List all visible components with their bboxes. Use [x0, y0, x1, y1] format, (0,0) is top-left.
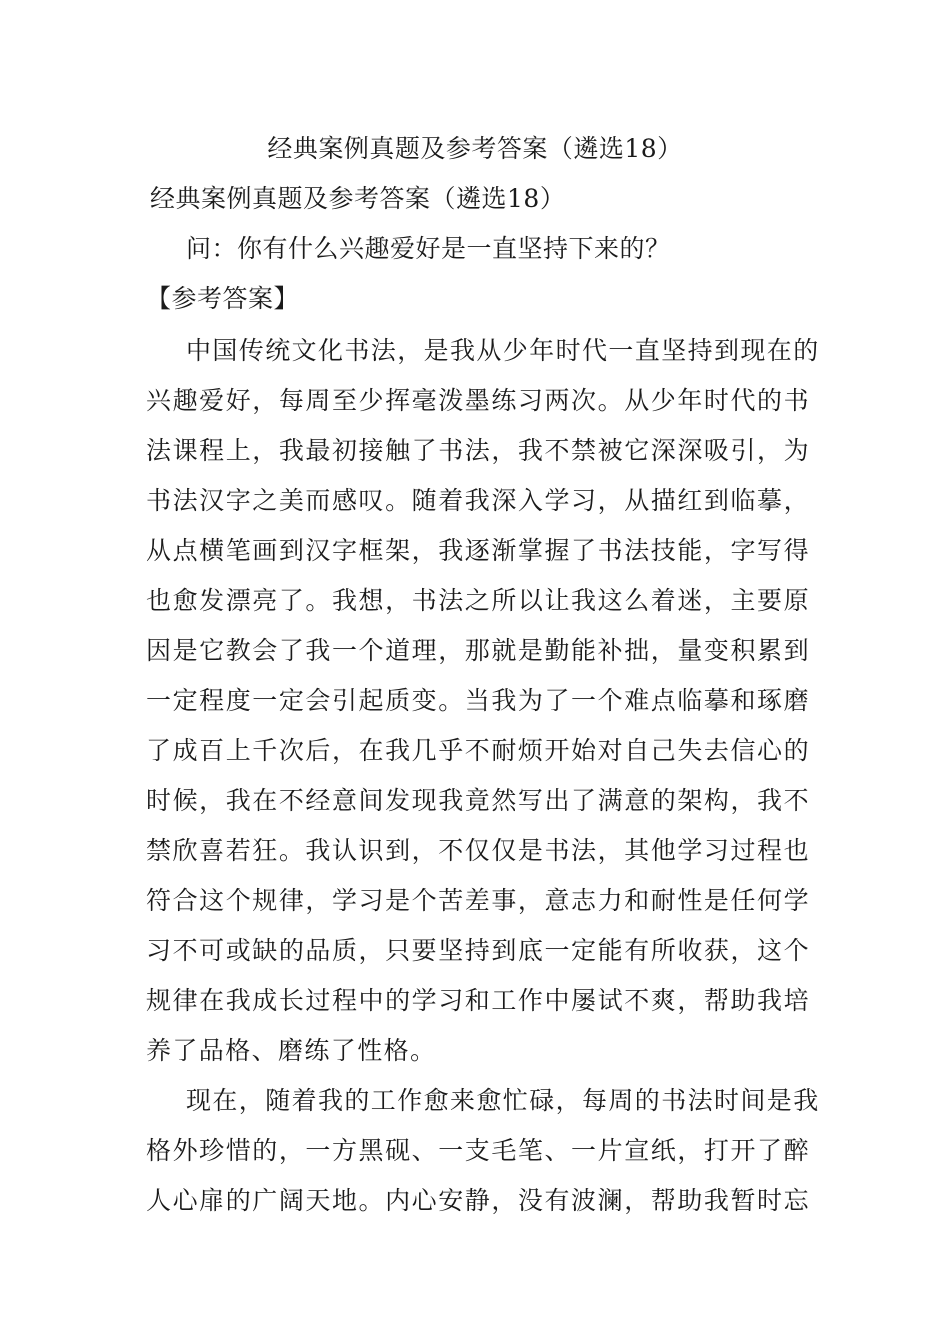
paragraph-line: 时候，我在不经意间发现我竟然写出了满意的架构，我不 — [146, 786, 810, 815]
paragraph-line: 符合这个规律，学习是个苦差事，意志力和耐性是任何学 — [146, 886, 810, 915]
paragraph-line: 书法汉字之美而感叹。随着我深入学习，从描红到临摹， — [146, 486, 810, 515]
paragraph-line: 一定程度一定会引起质变。当我为了一个难点临摹和琢磨 — [146, 686, 810, 715]
paragraph-line: 养了品格、磨练了性格。 — [146, 1036, 437, 1065]
paragraph-line: 人心扉的广阔天地。内心安静，没有波澜，帮助我暂时忘 — [146, 1186, 810, 1215]
paragraph-line: 规律在我成长过程中的学习和工作中屡试不爽，帮助我培 — [146, 986, 810, 1015]
paragraph-line: 法课程上，我最初接触了书法，我不禁被它深深吸引，为 — [146, 436, 810, 465]
paragraph-line: 从点横笔画到汉字框架，我逐渐掌握了书法技能，字写得 — [146, 536, 810, 565]
answer-paragraph-1 — [146, 326, 820, 1076]
paragraph-line: 了成百上千次后，在我几乎不耐烦开始对自己失去信心的 — [146, 736, 810, 765]
answer-paragraph-2 — [146, 1076, 820, 1226]
paragraph-line: 中国传统文化书法，是我从少年时代一直坚持到现在的 — [186, 336, 820, 365]
question-text: 问：你有什么兴趣爱好是一直坚持下来的？ — [186, 234, 671, 263]
paragraph-line: 也愈发漂亮了。我想，书法之所以让我这么着迷，主要原 — [146, 586, 810, 615]
document-subtitle: 经典案例真题及参考答案（遴选18） — [150, 184, 566, 213]
answer-label: 【参考答案】 — [146, 284, 300, 313]
document-title: 经典案例真题及参考答案（遴选18） — [267, 134, 683, 163]
paragraph-line: 习不可或缺的品质，只要坚持到底一定能有所收获，这个 — [146, 936, 810, 965]
paragraph-line: 禁欣喜若狂。我认识到，不仅仅是书法，其他学习过程也 — [146, 836, 810, 865]
paragraph-line: 格外珍惜的，一方黑砚、一支毛笔、一片宣纸，打开了醉 — [146, 1136, 810, 1165]
paragraph-line: 现在，随着我的工作愈来愈忙碌，每周的书法时间是我 — [186, 1086, 820, 1115]
paragraph-line: 兴趣爱好，每周至少挥毫泼墨练习两次。从少年时代的书 — [146, 386, 810, 415]
paragraph-line: 因是它教会了我一个道理，那就是勤能补拙，量变积累到 — [146, 636, 810, 665]
